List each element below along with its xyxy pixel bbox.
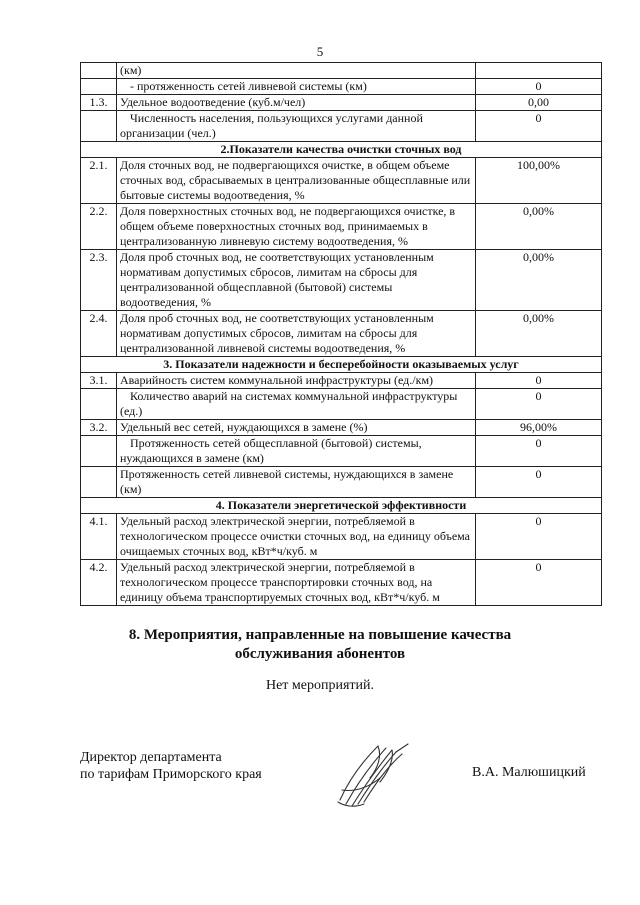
table-row bbox=[81, 560, 602, 606]
indicator-value-cell: 0,00% bbox=[476, 311, 602, 357]
table-row bbox=[81, 204, 602, 250]
signer-name: В.А. Малюшицкий bbox=[472, 765, 586, 780]
signer-title-line-1: Директор департамента bbox=[80, 750, 222, 765]
table-row bbox=[81, 158, 602, 204]
indicators-table bbox=[80, 62, 602, 606]
table-row bbox=[81, 467, 602, 498]
indicator-description-cell: Удельное водоотведение (куб.м/чел) bbox=[117, 95, 476, 111]
no-measures-note: Нет мероприятий. bbox=[265, 678, 375, 693]
indicator-description-cell: Численность населения, пользующихся услугами данной организации (чел.) bbox=[117, 111, 476, 142]
table-body bbox=[81, 63, 602, 606]
signature-drawing bbox=[334, 738, 414, 810]
row-number-cell: 1.3. bbox=[81, 95, 117, 111]
row-number-cell: 2.2. bbox=[81, 204, 117, 250]
table-row bbox=[81, 311, 602, 357]
table-row bbox=[81, 79, 602, 95]
section-title: 4. Показатели энергетической эффективности bbox=[81, 498, 602, 514]
row-number-cell: 2.4. bbox=[81, 311, 117, 357]
section-title: 2.Показатели качества очистки сточных вод bbox=[81, 142, 602, 158]
table-row bbox=[81, 111, 602, 142]
indicator-description-cell: Количество аварий на системах коммунальной инфраструктуры (ед.) bbox=[117, 389, 476, 420]
row-number-cell: 4.1. bbox=[81, 514, 117, 560]
row-number-cell bbox=[81, 111, 117, 142]
section-header-row bbox=[81, 142, 602, 158]
indicator-description-cell: Протяженность сетей ливневой системы, нуждающихся в замене (км) bbox=[117, 467, 476, 498]
row-number-cell bbox=[81, 467, 117, 498]
table-row bbox=[81, 63, 602, 79]
indicator-value-cell: 100,00% bbox=[476, 158, 602, 204]
section-header-row bbox=[81, 357, 602, 373]
signer-title bbox=[80, 749, 262, 783]
table-row bbox=[81, 95, 602, 111]
section-8-heading-line-2: обслуживания абонентов bbox=[234, 646, 406, 662]
row-number-cell: 2.3. bbox=[81, 250, 117, 311]
indicator-description-cell: Доля сточных вод, не подвергающихся очистке, в общем объеме сточных вод, сбрасываемых в централизованные общесплавные или бытовые системы водоотведения, % bbox=[117, 158, 476, 204]
row-number-cell: 2.1. bbox=[81, 158, 117, 204]
page-number: 5 bbox=[316, 44, 324, 59]
indicator-description-cell: Аварийность систем коммунальной инфраструктуры (ед./км) bbox=[117, 373, 476, 389]
indicator-description-cell: Удельный расход электрической энергии, потребляемой в технологическом процессе транспортировки сточных вод, на единицу объема транспортируемых сточных вод, кВт*ч/куб. м bbox=[117, 560, 476, 606]
indicator-value-cell bbox=[476, 63, 602, 79]
table-row bbox=[81, 389, 602, 420]
indicator-value-cell: 0 bbox=[476, 560, 602, 606]
indicator-description-cell: - протяженность сетей ливневой системы (км) bbox=[117, 79, 476, 95]
indicator-value-cell: 0 bbox=[476, 373, 602, 389]
row-number-cell bbox=[81, 436, 117, 467]
section-8-heading-line-1: 8. Мероприятия, направленные на повышение качества bbox=[128, 627, 512, 643]
indicator-value-cell: 0 bbox=[476, 389, 602, 420]
section-title: 3. Показатели надежности и бесперебойности оказываемых услуг bbox=[81, 357, 602, 373]
indicator-value-cell: 96,00% bbox=[476, 420, 602, 436]
indicator-value-cell: 0,00% bbox=[476, 204, 602, 250]
table-row bbox=[81, 250, 602, 311]
indicator-description-cell: Удельный вес сетей, нуждающихся в замене (%) bbox=[117, 420, 476, 436]
row-number-cell bbox=[81, 389, 117, 420]
handwritten-signature bbox=[334, 738, 414, 815]
indicator-description-cell: Протяженность сетей общесплавной (бытовой) системы, нуждающихся в замене (км) bbox=[117, 436, 476, 467]
row-number-cell: 3.2. bbox=[81, 420, 117, 436]
indicator-value-cell: 0 bbox=[476, 111, 602, 142]
table-row bbox=[81, 514, 602, 560]
indicator-description-cell: Доля проб сточных вод, не соответствующих установленным нормативам допустимых сбросов, лимитам на сбросы для централизованной ливневой системы водоотведения, % bbox=[117, 311, 476, 357]
indicator-value-cell: 0 bbox=[476, 467, 602, 498]
table-row bbox=[81, 420, 602, 436]
row-number-cell bbox=[81, 79, 117, 95]
table-row bbox=[81, 436, 602, 467]
indicator-value-cell: 0 bbox=[476, 514, 602, 560]
row-number-cell: 3.1. bbox=[81, 373, 117, 389]
row-number-cell: 4.2. bbox=[81, 560, 117, 606]
indicator-description-cell: Доля поверхностных сточных вод, не подвергающихся очистке, в общем объеме поверхностных сточных вод, принимаемых в централизованную ливневую систему водоотведения, % bbox=[117, 204, 476, 250]
section-header-row bbox=[81, 498, 602, 514]
indicator-value-cell: 0 bbox=[476, 436, 602, 467]
indicator-value-cell: 0,00 bbox=[476, 95, 602, 111]
section-8-heading bbox=[0, 626, 640, 664]
indicator-description-cell: Удельный расход электрической энергии, потребляемой в технологическом процессе очистки сточных вод, на единицу объема очищаемых сточных вод, кВт*ч/куб. м bbox=[117, 514, 476, 560]
row-number-cell bbox=[81, 63, 117, 79]
indicator-description-cell: (км) bbox=[117, 63, 476, 79]
indicator-value-cell: 0,00% bbox=[476, 250, 602, 311]
indicator-description-cell: Доля проб сточных вод, не соответствующих установленным нормативам допустимых сбросов, лимитам на сбросы для централизованной общесплавной (бытовой) системы водоотведения, % bbox=[117, 250, 476, 311]
signer-title-line-2: по тарифам Приморского края bbox=[80, 767, 262, 782]
indicator-value-cell: 0 bbox=[476, 79, 602, 95]
table-row bbox=[81, 373, 602, 389]
